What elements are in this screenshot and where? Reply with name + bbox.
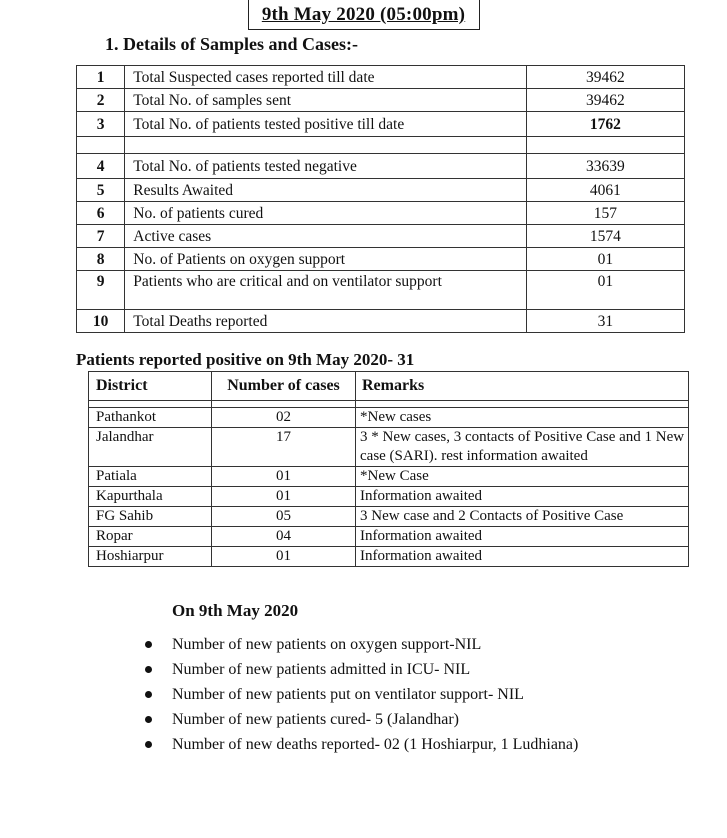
list-item xyxy=(145,682,578,707)
row-number: 4 xyxy=(77,154,125,179)
bullet-icon xyxy=(145,666,152,673)
row-value: 1762 xyxy=(526,112,684,137)
daily-summary-list xyxy=(145,632,578,757)
row-value: 157 xyxy=(526,202,684,225)
row-label: Patients who are critical and on ventilator support xyxy=(125,271,526,310)
row-number: 8 xyxy=(77,248,125,271)
row-number: 5 xyxy=(77,179,125,202)
row-number: 7 xyxy=(77,225,125,248)
positive-cases-heading: Patients reported positive on 9th May 2020- 31 xyxy=(76,350,415,369)
column-header-cases: Number of cases xyxy=(212,372,356,401)
row-number: 1 xyxy=(77,66,125,89)
row-value: 4061 xyxy=(526,179,684,202)
row-value: 1574 xyxy=(526,225,684,248)
list-item xyxy=(145,632,578,657)
table-row xyxy=(77,179,685,202)
row-value: 01 xyxy=(526,271,684,310)
district-name: Jalandhar xyxy=(89,428,212,467)
list-item-text: Number of new patients admitted in ICU- NIL xyxy=(172,661,471,678)
spacer-cell xyxy=(212,401,356,408)
row-label: Total No. of samples sent xyxy=(125,89,526,112)
remarks: Information awaited xyxy=(356,487,689,507)
table-row xyxy=(77,202,685,225)
spacer-cell xyxy=(89,401,212,408)
table-row xyxy=(89,547,689,567)
district-name: Pathankot xyxy=(89,408,212,428)
page-title: 9th May 2020 (05:00pm) xyxy=(261,4,466,25)
table-row xyxy=(77,154,685,179)
remarks: Information awaited xyxy=(356,527,689,547)
table-row xyxy=(89,408,689,428)
table-spacer-row xyxy=(89,401,689,408)
row-number: 9 xyxy=(77,271,125,310)
row-value: 39462 xyxy=(526,66,684,89)
spacer-cell xyxy=(125,137,526,154)
samples-cases-table xyxy=(76,65,685,333)
page-header xyxy=(0,0,727,30)
remarks: *New Case xyxy=(356,467,689,487)
spacer-cell xyxy=(356,401,689,408)
district-name: Patiala xyxy=(89,467,212,487)
bullet-icon xyxy=(145,716,152,723)
table-row xyxy=(89,487,689,507)
district-name: FG Sahib xyxy=(89,507,212,527)
case-count: 02 xyxy=(212,408,356,428)
row-number: 3 xyxy=(77,112,125,137)
row-number: 10 xyxy=(77,310,125,333)
case-count: 01 xyxy=(212,547,356,567)
district-name: Ropar xyxy=(89,527,212,547)
table-row xyxy=(77,248,685,271)
row-label: Total No. of patients tested positive till date xyxy=(125,112,526,137)
row-label: Total Suspected cases reported till date xyxy=(125,66,526,89)
table-row xyxy=(89,467,689,487)
bullet-icon xyxy=(145,741,152,748)
district-name: Hoshiarpur xyxy=(89,547,212,567)
case-count: 04 xyxy=(212,527,356,547)
section-heading: 1. Details of Samples and Cases:- xyxy=(105,34,359,54)
list-item xyxy=(145,732,578,757)
table-row xyxy=(89,507,689,527)
table-row xyxy=(77,271,685,310)
list-item-text: Number of new deaths reported- 02 (1 Hoshiarpur, 1 Ludhiana) xyxy=(172,736,579,753)
row-value: 31 xyxy=(526,310,684,333)
bullet-icon xyxy=(145,691,152,698)
remarks: *New cases xyxy=(356,408,689,428)
spacer-cell xyxy=(77,137,125,154)
table-row xyxy=(89,428,689,467)
table-spacer-row xyxy=(77,137,685,154)
row-label: Total No. of patients tested negative xyxy=(125,154,526,179)
table-header-row xyxy=(89,372,689,401)
district-cases-table xyxy=(88,371,689,567)
remarks: Information awaited xyxy=(356,547,689,567)
spacer-cell xyxy=(526,137,684,154)
row-label: Active cases xyxy=(125,225,526,248)
row-label: No. of patients cured xyxy=(125,202,526,225)
row-label: Results Awaited xyxy=(125,179,526,202)
table-row xyxy=(89,527,689,547)
case-count: 01 xyxy=(212,487,356,507)
daily-summary-heading: On 9th May 2020 xyxy=(172,601,299,620)
list-item-text: Number of new patients cured- 5 (Jalandhar) xyxy=(172,711,459,728)
list-item xyxy=(145,657,578,682)
row-label: Total Deaths reported xyxy=(125,310,526,333)
case-count: 17 xyxy=(212,428,356,467)
table-row xyxy=(77,112,685,137)
remarks: 3 New case and 2 Contacts of Positive Case xyxy=(356,507,689,527)
row-number: 6 xyxy=(77,202,125,225)
table-row xyxy=(77,310,685,333)
table-row xyxy=(77,89,685,112)
remarks: 3 * New cases, 3 contacts of Positive Case and 1 New case (SARI). rest information awaited xyxy=(356,428,689,467)
case-count: 05 xyxy=(212,507,356,527)
table-row xyxy=(77,225,685,248)
row-value: 33639 xyxy=(526,154,684,179)
bullet-icon xyxy=(145,641,152,648)
list-item-text: Number of new patients on oxygen support-NIL xyxy=(172,636,482,653)
row-value: 01 xyxy=(526,248,684,271)
row-value: 39462 xyxy=(526,89,684,112)
case-count: 01 xyxy=(212,467,356,487)
list-item xyxy=(145,707,578,732)
list-item-text: Number of new patients put on ventilator support- NIL xyxy=(172,686,524,703)
district-name: Kapurthala xyxy=(89,487,212,507)
column-header-remarks: Remarks xyxy=(356,372,689,401)
table-row xyxy=(77,66,685,89)
column-header-district: District xyxy=(89,372,212,401)
row-number: 2 xyxy=(77,89,125,112)
row-label: No. of Patients on oxygen support xyxy=(125,248,526,271)
